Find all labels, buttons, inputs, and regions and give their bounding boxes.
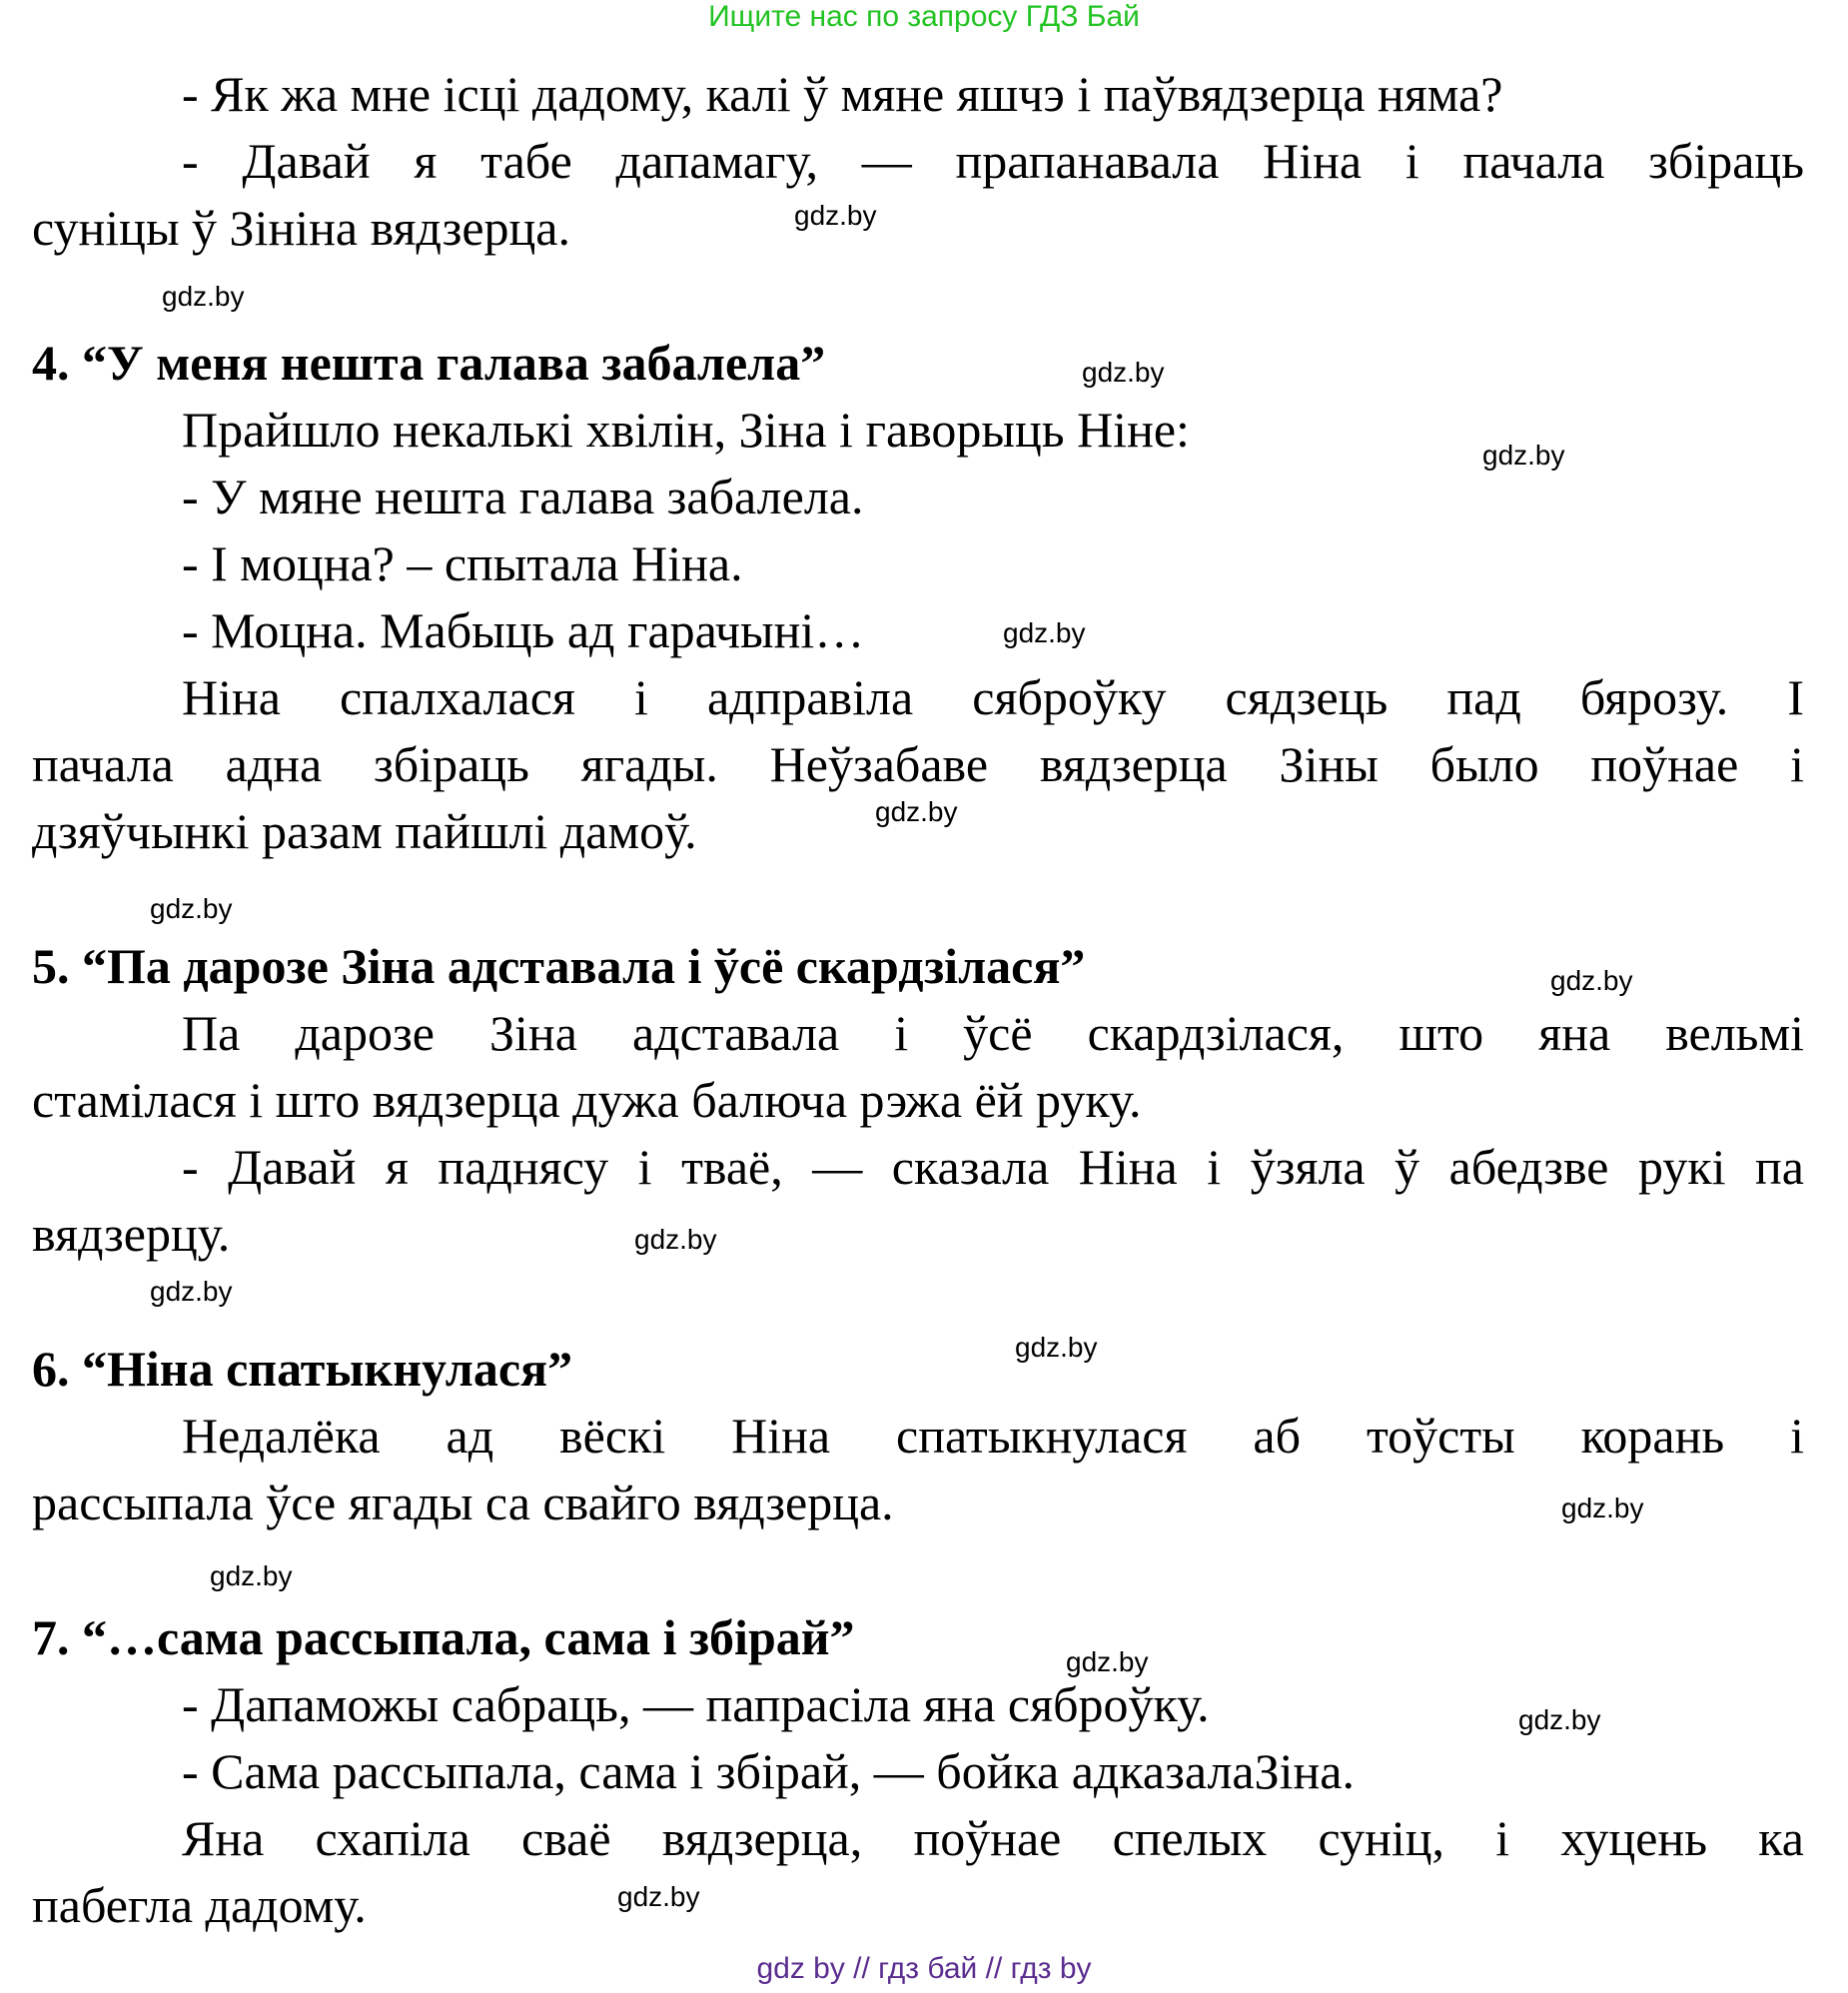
text-line: - Як жа мне ісці дадому, калі ў мяне яшчэ і паўвядзерца няма? <box>182 66 1503 122</box>
watermark: gdz.by <box>162 281 245 312</box>
section-heading: 6. “Ніна спатыкнулася” <box>32 1341 573 1397</box>
text-line: стамілася і што вядзерца дужа балюча рэжа ёй руку. <box>32 1072 1142 1128</box>
text-line: Прайшло некалькі хвілін, Зіна і гаворыць Ніне: <box>182 402 1190 458</box>
text-line: - І моцна? – спытала Ніна. <box>182 535 743 591</box>
watermark: gdz.by <box>210 1560 293 1591</box>
text-line: - Дапаможы сабраць, — папрасіла яна сяброўку. <box>182 1676 1210 1732</box>
watermark: gdz.by <box>1561 1493 1644 1523</box>
text-line: - У мяне нешта галава забалела. <box>182 469 864 524</box>
watermark: gdz.by <box>1482 440 1565 471</box>
watermark: gdz.by <box>1082 357 1165 388</box>
watermark: gdz.by <box>1550 965 1633 996</box>
watermark: gdz.by <box>1518 1704 1601 1735</box>
section-heading: 5. “Па дарозе Зіна адставала і ўсё скардзілася” <box>32 938 1086 994</box>
text-line: Ніна спалхалася і адправіла сяброўку сядзець пад бярозу. І <box>182 669 1804 725</box>
watermark: gdz.by <box>150 1276 233 1307</box>
text-line: Па дарозе Зіна адставала і ўсё скардзілася, што яна вельмі <box>182 1005 1804 1061</box>
text-line: пабегла дадому. <box>32 1877 367 1933</box>
text-line: дзяўчынкі разам пайшлі дамоў. <box>32 803 697 859</box>
text-line: вядзерцу. <box>32 1206 231 1262</box>
section-heading: 7. “…сама рассыпала, сама і збірай” <box>32 1609 855 1665</box>
watermark: gdz.by <box>634 1224 717 1255</box>
text-line: - Давай я табе дапамагу, — прапанавала Ніна і пачала збіраць <box>182 133 1804 189</box>
text-line: - Моцна. Мабыць ад гарачыні… <box>182 602 865 658</box>
text-line: пачала адна збіраць ягады. Неўзабаве вядзерца Зіны было поўнае і <box>32 736 1804 792</box>
text-line: - Давай я паднясу і тваё, — сказала Ніна і ўзяла ў абедзве рукі па <box>182 1139 1804 1195</box>
watermark: gdz.by <box>617 1881 700 1912</box>
top-banner: Ищите нас по запросу ГДЗ Бай <box>708 0 1140 33</box>
watermark: gdz.by <box>1066 1646 1149 1677</box>
watermark: gdz.by <box>150 893 233 924</box>
text-line: - Сама рассыпала, сама і збірай, — бойка адказалаЗіна. <box>182 1743 1355 1799</box>
text-line: Недалёка ад вёскі Ніна спатыкнулася аб тоўсты корань і <box>182 1408 1804 1464</box>
watermark: gdz.by <box>1003 617 1086 648</box>
watermark: gdz.by <box>875 796 958 827</box>
text-line: рассыпала ўсе ягады са свайго вядзерца. <box>32 1475 894 1530</box>
footer-links: gdz by // гдз бай // гдз by <box>756 1952 1092 1985</box>
text-line: суніцы ў Зініна вядзерца. <box>32 200 570 256</box>
text-line: Яна схапіла сваё вядзерца, поўнае спелых суніц, і хуцень ка <box>182 1810 1804 1866</box>
section-heading: 4. “У меня нешта галава забалела” <box>32 335 826 391</box>
watermark: gdz.by <box>1015 1332 1098 1363</box>
watermark: gdz.by <box>794 200 877 231</box>
